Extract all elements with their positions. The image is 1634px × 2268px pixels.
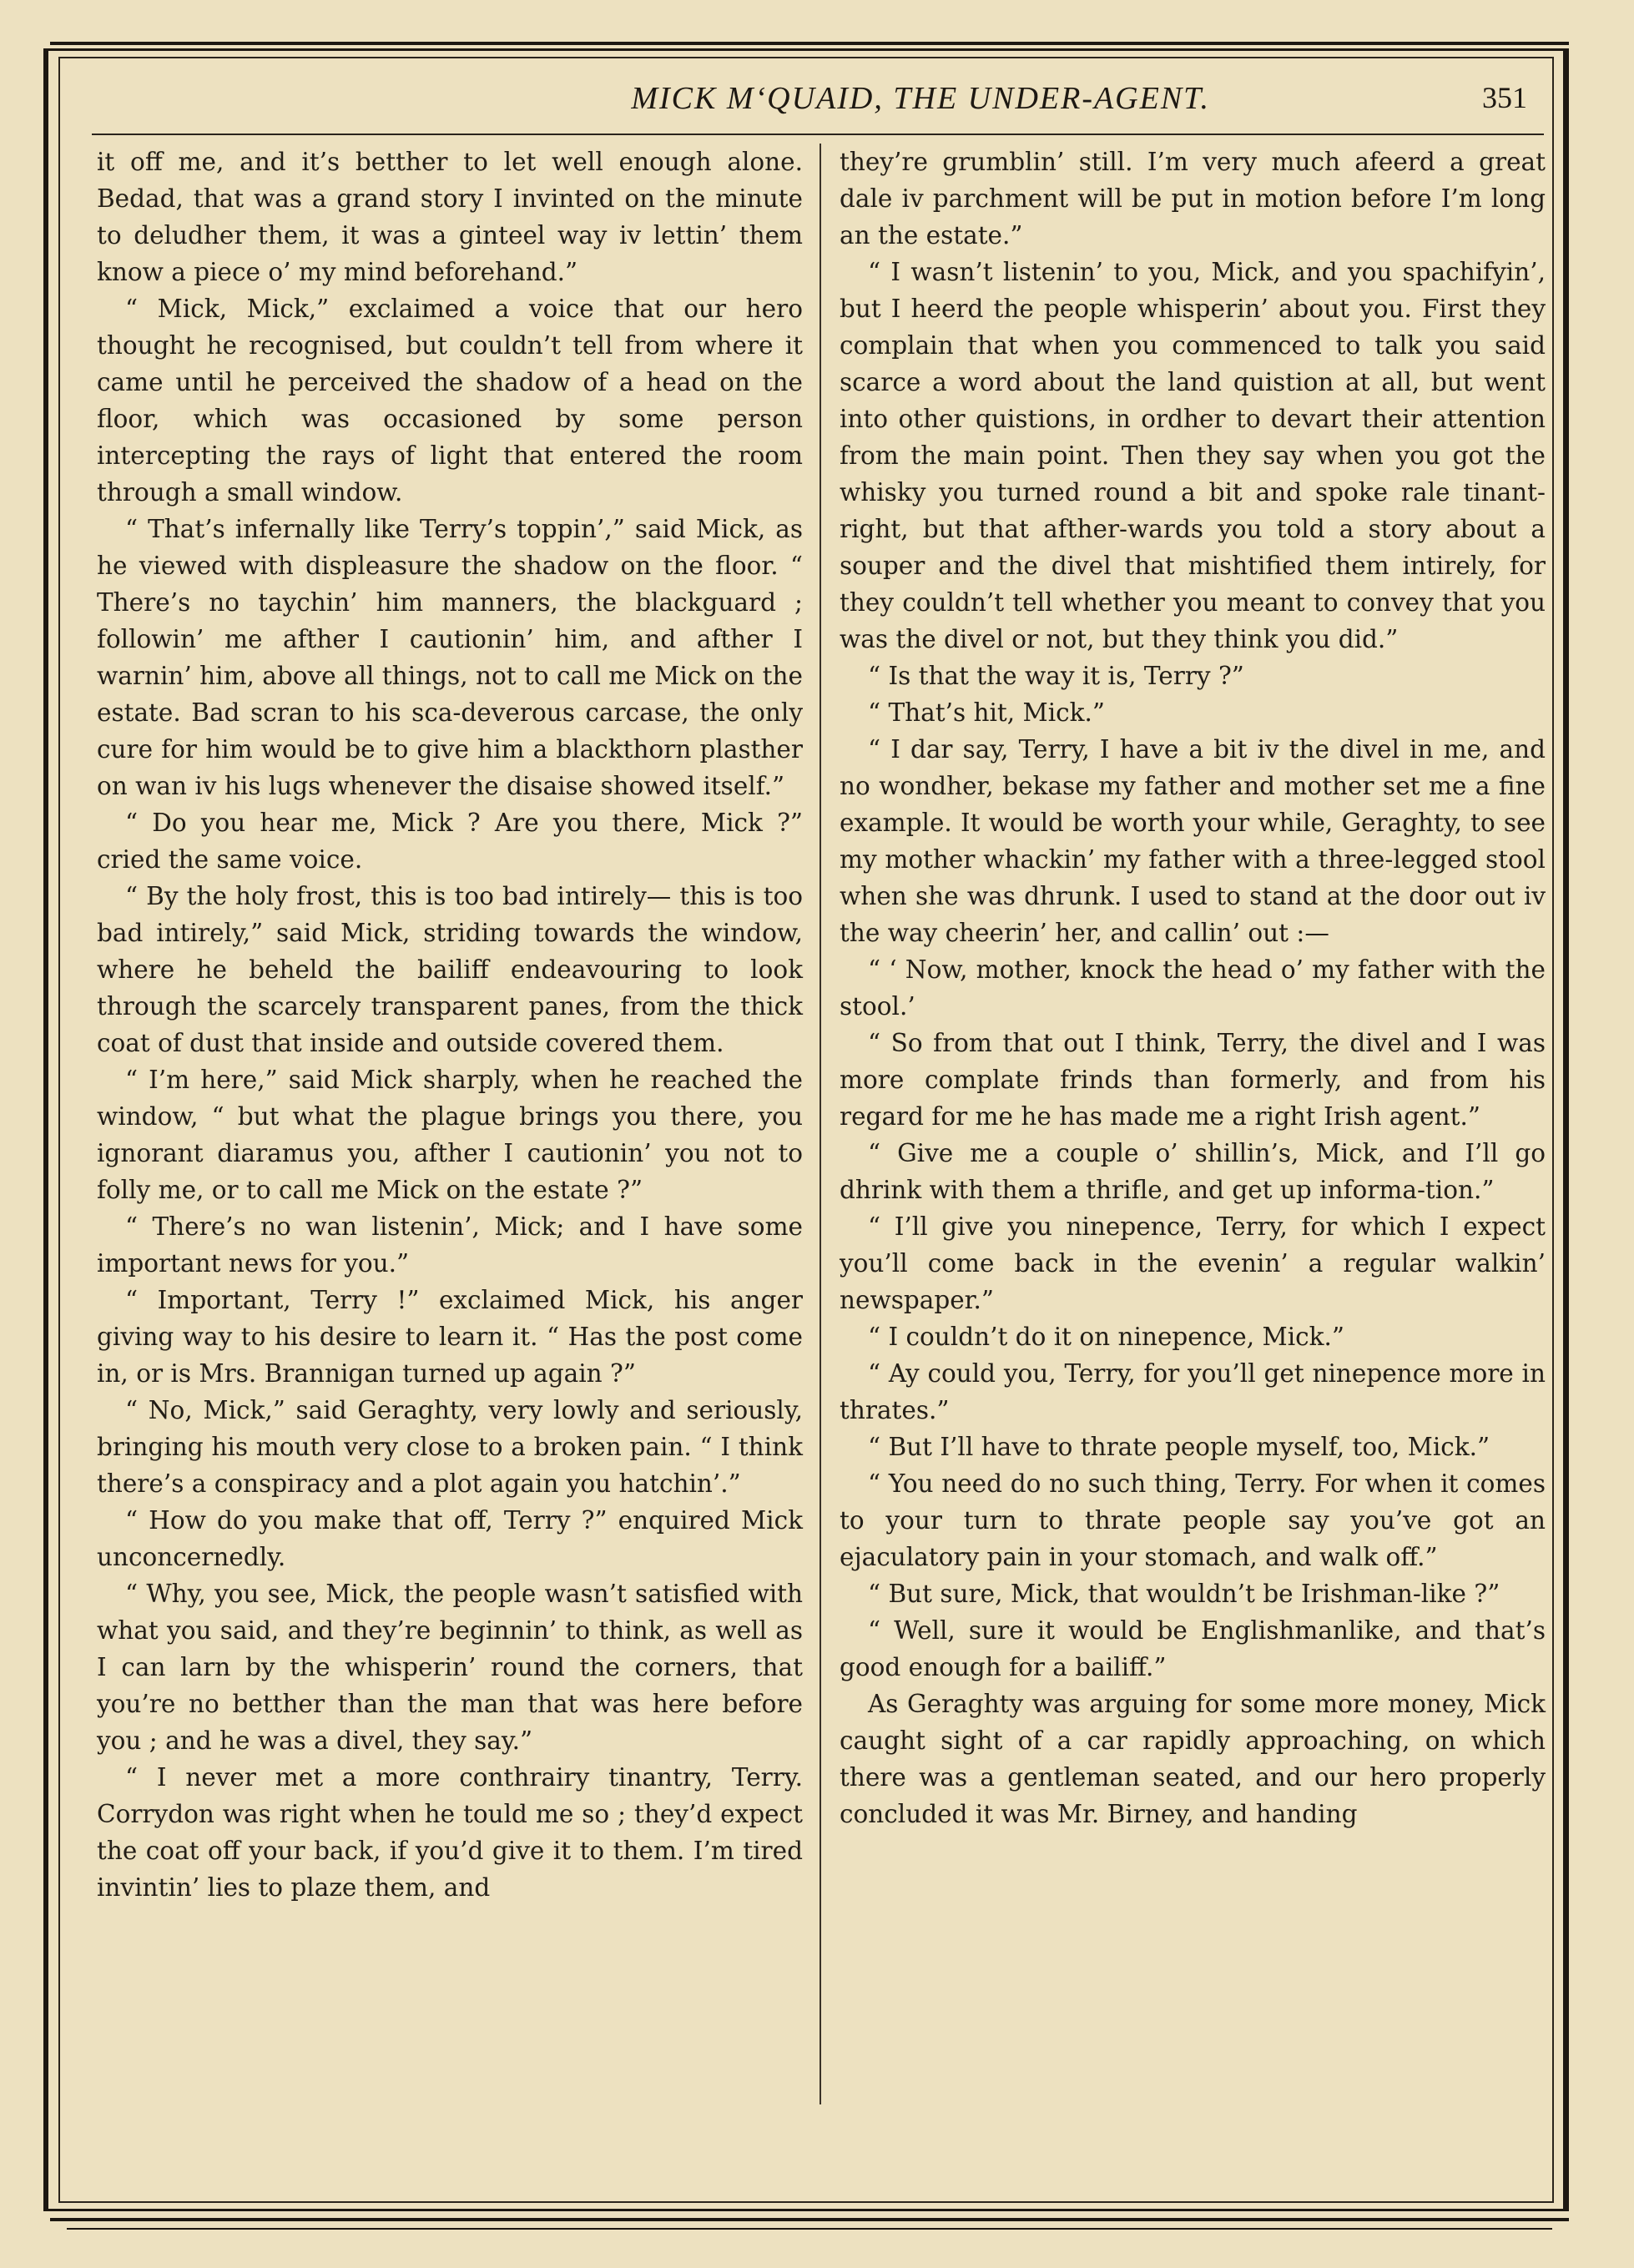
page-number: 351 [1482, 81, 1527, 114]
paragraph: “ How do you make that off, Terry ?” enquired Mick unconcernedly. [97, 1506, 803, 1571]
running-title: MICK M‘QUAID, THE UNDER-AGENT. [631, 81, 1210, 116]
paragraph: As Geraghty was arguing for some more money, Mick caught sight of a car rapidly approaching, on which there was a gentleman seated, and our hero properly concluded it was Mr. Birney, and handing [840, 1690, 1546, 1828]
paragraph: “ That’s infernally like Terry’s toppin’,” said Mick, as he viewed with displeasure the shadow on the floor. “ There’s no taychin’ him manners, the blackguard ; followin’ me afther I cautionin’ him, and afther I warnin’ him, above all things, not to call me Mick on the estate. Bad scran to his sca-deverous carcase, the only cure for him would be to give him a blackthorn plasther on wan iv his lugs whenever the disaise showed itself.” [97, 515, 803, 800]
paragraph: “ Ay could you, Terry, for you’ll get ninepence more in thrates.” [840, 1359, 1546, 1424]
paragraph: “ Why, you see, Mick, the people wasn’t satisfied with what you said, and they’re beginnin’ to think, as well as I can larn by the whisperin’ round the corners, that you’re no betther than the man that was here before you ; and he was a divel, they say.” [97, 1580, 803, 1755]
page-header [92, 80, 1544, 122]
paragraph: “ I couldn’t do it on ninepence, Mick.” [868, 1323, 1344, 1351]
paragraph: “ But sure, Mick, that wouldn’t be Irishman-like ?” [868, 1580, 1500, 1608]
paragraph: “ Do you hear me, Mick ? Are you there, Mick ?” cried the same voice. [97, 809, 803, 874]
paragraph: they’re grumblin’ still. I’m very much afeerd a great dale iv parchment will be put in motion before I’m long an the estate.” [840, 148, 1546, 249]
paragraph: “ Well, sure it would be Englishmanlike, and that’s good enough for a bailiff.” [840, 1616, 1546, 1681]
paragraph: “ I dar say, Terry, I have a bit iv the divel in me, and no wondher, bekase my father and mother set me a fine example. It would be worth your while, Geraghty, to see my mother whackin’ my father with a three-legged stool when she was dhrunk. I used to stand at the door out iv the way cheerin’ her, and callin’ out :— [840, 735, 1546, 947]
paragraph: “ But I’ll have to thrate people myself, too, Mick.” [868, 1433, 1490, 1461]
paragraph: “ By the holy frost, this is too bad intirely— this is too bad intirely,” said Mick, striding towards the window, where he beheld the bailiff endeavouring to look through the scarcely transparent panes, from the thick coat of dust that inside and outside covered them. [97, 882, 803, 1057]
top-rule [50, 42, 1569, 45]
paragraph: “ So from that out I think, Terry, the divel and I was more complate frinds than formerly, and from his regard for me he has made me a right Irish agent.” [840, 1029, 1546, 1131]
paragraph: “ I’ll give you ninepence, Terry, for which I expect you’ll come back in the evenin’ a regular walkin’ newspaper.” [840, 1212, 1546, 1314]
paragraph: “ Give me a couple o’ shillin’s, Mick, and I’ll go dhrink with them a thrifle, and get up informa-tion.” [840, 1139, 1546, 1204]
paragraph: “ That’s hit, Mick.” [868, 698, 1106, 727]
bottom-rule [50, 2218, 1569, 2221]
paragraph: “ I never met a more conthrairy tinantry, Terry. Corrydon was right when he tould me so ; they’d expect the coat off your back, if you’d give it to them. I’m tired invintin’ lies to plaze them, and [97, 1763, 803, 1902]
paragraph: it off me, and it’s betther to let well enough alone. Bedad, that was a grand story I invinted on the minute to deludher them, it was a ginteel way iv lettin’ them know a piece o’ my mind beforehand.” [97, 148, 803, 286]
paragraph: “ Mick, Mick,” exclaimed a voice that our hero thought he recognised, but couldn’t tell from where it came until he perceived the shadow of a head on the floor, which was occasioned by some person intercepting the rays of light that entered the room through a small window. [97, 295, 803, 507]
column-divider [820, 144, 821, 2104]
bottom-rule-thin [67, 2228, 1552, 2230]
right-column [840, 144, 1546, 1832]
left-column [97, 144, 803, 1906]
paragraph: “ ‘ Now, mother, knock the head o’ my father with the stool.’ [840, 955, 1546, 1021]
paragraph: “ There’s no wan listenin’, Mick; and I have some important news for you.” [97, 1212, 803, 1278]
paragraph: “ I’m here,” said Mick sharply, when he reached the window, “ but what the plague brings you there, you ignorant diaramus you, afther I cautionin’ you not to folly me, or to call me Mick on the estate ?” [97, 1066, 803, 1204]
paragraph: “ You need do no such thing, Terry. For when it comes to your turn to thrate people say you’ve got an ejaculatory pain in your stomach, and walk off.” [840, 1469, 1546, 1571]
paragraph: “ Important, Terry !” exclaimed Mick, his anger giving way to his desire to learn it. “ Has the post come in, or is Mrs. Brannigan turned up again ?” [97, 1286, 803, 1388]
paragraph: “ Is that the way it is, Terry ?” [868, 662, 1244, 690]
paragraph: “ I wasn’t listenin’ to you, Mick, and you spachifyin’, but I heerd the people whisperin’ about you. First they complain that when you commenced to talk you said scarce a word about the land quistion at all, but went into other quistions, in ordher to devart their attention from the main point. Then they say when you got the whisky you turned round a bit and spoke rale tinant-right, but that afther-wards you told a story about a souper and the divel that mishtified them intirely, for they couldn’t tell whether you meant to convey that you was the divel or not, but they think you did.” [840, 258, 1546, 653]
header-rule [92, 134, 1544, 135]
paragraph: “ No, Mick,” said Geraghty, very lowly and seriously, bringing his mouth very close to a broken pain. “ I think there’s a conspiracy and a plot again you hatchin’.” [97, 1396, 803, 1498]
